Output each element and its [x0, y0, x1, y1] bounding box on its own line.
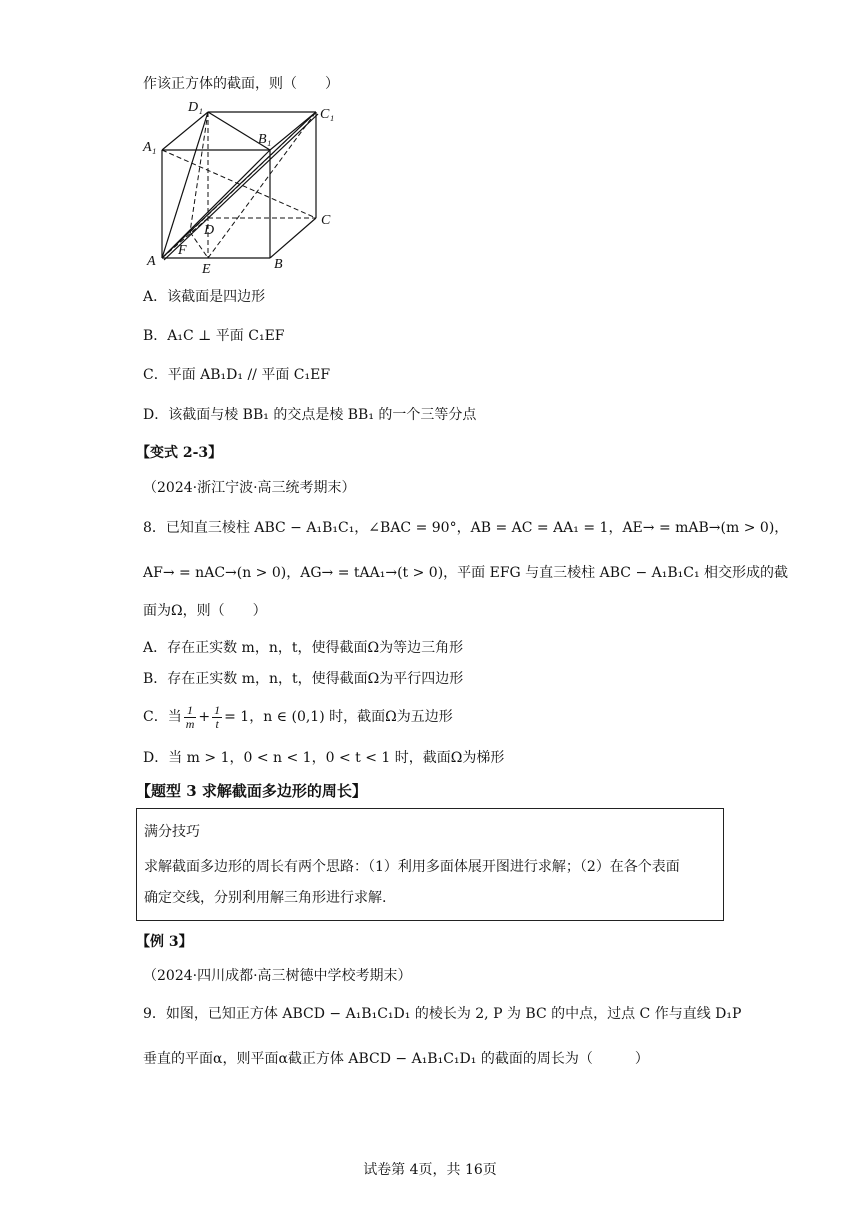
tips-box — [136, 808, 724, 921]
tips-line1: 求解截面多边形的周长有两个思路：（1）利用多面体展开图进行求解；（2）在各个表面 — [144, 859, 680, 875]
label-f: F — [178, 243, 187, 258]
variant-heading: 【变式 2-3】 — [136, 445, 223, 461]
q8-option-c-suffix: = 1，n ∈ (0,1) 时，截面Ω为五边形 — [224, 709, 453, 725]
q7-option-b: B．A₁C ⊥ 平面 C₁EF — [143, 328, 285, 344]
example-heading: 【例 3】 — [136, 934, 193, 950]
label-a: A — [147, 254, 156, 269]
label-d: D — [204, 223, 215, 238]
q9-stem-line1: 9．如图，已知正方体 ABCD − A₁B₁C₁D₁ 的棱长为 2, P 为 BC 的中点，过点 C 作与直线 D₁P — [143, 1006, 742, 1022]
variant-source: （2024·浙江宁波·高三统考期末） — [143, 480, 356, 496]
fraction-1-over-m: $\frac{1}{m}$ — [185, 702, 195, 731]
cube-figure — [140, 98, 340, 273]
q7-option-c: C．平面 AB₁D₁ // 平面 C₁EF — [143, 367, 331, 383]
question-intro: 作该正方体的截面，则（ ） — [143, 76, 339, 92]
section-heading: 【题型 3 求解截面多边形的周长】 — [136, 782, 367, 800]
label-c1: C₁ — [320, 107, 335, 122]
label-d1: D₁ — [188, 100, 203, 115]
q8-option-d: D．当 m > 1，0 < n < 1，0 < t < 1 时，截面Ω为梯形 — [143, 750, 505, 766]
label-b: B — [274, 257, 283, 272]
q7-option-a: A．该截面是四边形 — [143, 289, 266, 305]
label-a1: A₁ — [143, 140, 157, 155]
q8-option-b: B．存在正实数 m，n，t，使得截面Ω为平行四边形 — [143, 671, 464, 687]
tips-title: 满分技巧 — [144, 824, 200, 840]
fraction-1-over-t: $\frac{1}{t}$ — [214, 702, 221, 731]
q8-option-c: C．当 $\frac{1}{m}$ + $\frac{1}{t}$ = 1，n ∈ (0,1) 时，截面Ω为五边形 — [143, 702, 453, 731]
label-b1: B₁ — [258, 132, 272, 147]
q8-stem-line2: AF→ = nAC→(n > 0)，AG→ = tAA₁→(t > 0)，平面 EFG 与直三棱柱 ABC − A₁B₁C₁ 相交形成的截 — [143, 565, 789, 581]
q9-stem-line2: 垂直的平面α，则平面α截正方体 ABCD − A₁B₁C₁D₁ 的截面的周长为（ ） — [143, 1051, 649, 1067]
q8-stem-line3: 面为Ω，则（ ） — [143, 603, 267, 619]
q8-option-c-prefix: C．当 — [143, 709, 182, 725]
q8-option-a: A．存在正实数 m，n，t，使得截面Ω为等边三角形 — [143, 640, 464, 656]
tips-line2: 确定交线，分别利用解三角形进行求解. — [144, 890, 387, 906]
q8-stem-line1: 8．已知直三棱柱 ABC − A₁B₁C₁，∠BAC = 90°，AB = AC = AA₁ = 1，AE→ = mAB→(m > 0)， — [143, 520, 789, 536]
label-c: C — [321, 213, 331, 228]
q7-option-d: D．该截面与棱 BB₁ 的交点是棱 BB₁ 的一个三等分点 — [143, 407, 477, 423]
label-e: E — [202, 262, 211, 273]
page-footer: 试卷第 4页，共 16页 — [363, 1162, 497, 1178]
example-source: （2024·四川成都·高三树德中学校考期末） — [143, 968, 412, 984]
